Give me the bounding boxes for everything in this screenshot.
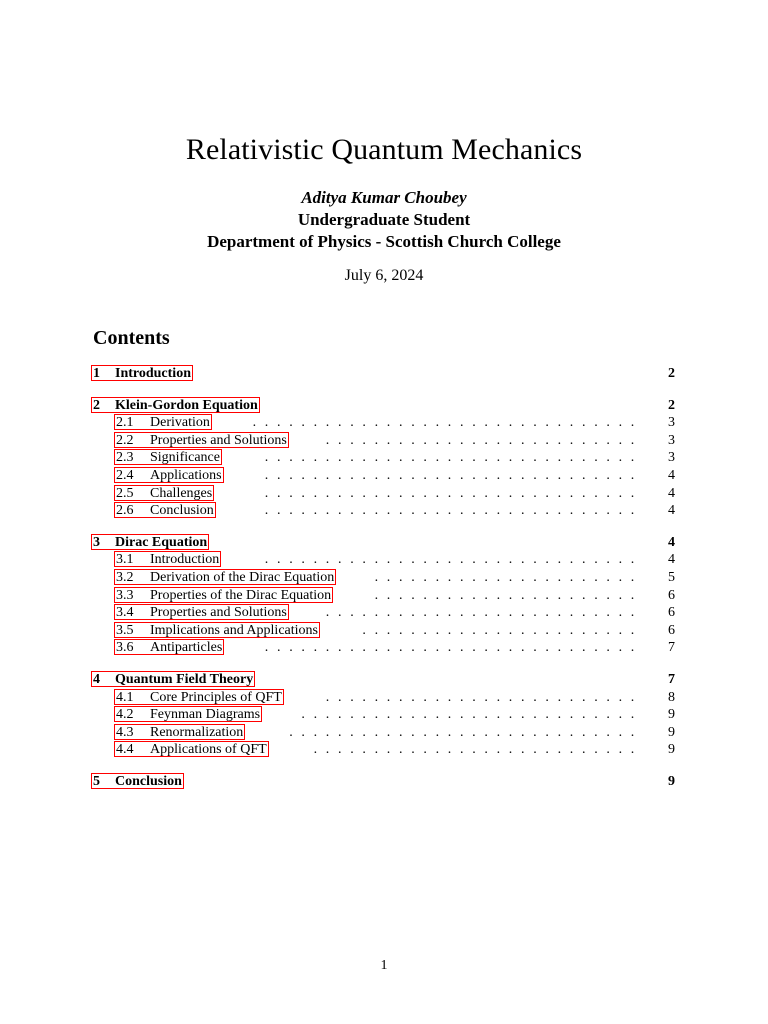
document-date: July 6, 2024 <box>344 267 424 284</box>
toc-subsection-page-number: 7 <box>668 640 675 656</box>
toc-subsection-row <box>91 502 677 519</box>
footer-page-number: 1 <box>380 958 388 973</box>
toc-section-title: Conclusion <box>115 774 182 789</box>
toc-subsection-page-number: 9 <box>668 742 675 758</box>
leader-dots: ...................... <box>374 570 643 585</box>
toc-subsection-title: Derivation <box>150 415 210 431</box>
toc-subsection-title: Challenges <box>150 485 213 501</box>
toc-subsection-row <box>91 551 677 568</box>
toc-subsection-page-number: 5 <box>668 570 675 585</box>
toc-subsection-row <box>91 706 677 723</box>
toc-subsection-title: Derivation of the Dirac Equation <box>150 570 335 585</box>
toc-subsection-link[interactable] <box>114 467 224 483</box>
toc-subsection-number: 3.4 <box>116 605 134 621</box>
toc-subsection-row <box>91 741 677 758</box>
toc-subsection-number: 3.5 <box>116 622 134 638</box>
toc-section-link[interactable] <box>91 671 255 687</box>
toc-section-page-number: 9 <box>668 774 675 789</box>
toc-subsection-row <box>91 467 677 484</box>
toc-subsection-title: Conclusion <box>150 503 214 519</box>
toc-subsection-page-number: 9 <box>668 724 675 740</box>
toc-subsection-link[interactable] <box>114 724 245 740</box>
toc-section-row <box>91 534 677 551</box>
toc-subsection-row <box>91 449 677 466</box>
toc-subsection-page-number: 3 <box>668 415 675 431</box>
toc-section-page-number: 2 <box>668 366 675 381</box>
toc-subsection-title: Properties of the Dirac Equation <box>150 587 332 603</box>
leader-dots: ........................... <box>313 742 643 758</box>
toc-subsection-number: 2.2 <box>116 432 134 448</box>
toc-subsection-link[interactable] <box>114 639 224 655</box>
toc-subsection-link[interactable] <box>114 414 212 430</box>
leader-dots: ............................... <box>264 552 643 568</box>
toc-subsection-page-number: 8 <box>668 689 675 705</box>
toc-subsection-number: 2.4 <box>116 468 134 483</box>
toc-section-number: 2 <box>93 397 100 413</box>
leader-dots: .......................... <box>325 432 643 448</box>
toc-subsection-page-number: 6 <box>668 622 675 638</box>
toc-subsection-title: Renormalization <box>150 724 244 740</box>
toc-subsection-number: 2.3 <box>116 450 134 466</box>
author-name: Aditya Kumar Choubey <box>301 188 467 207</box>
toc-subsection-link[interactable] <box>114 449 222 465</box>
toc-subsection-link[interactable] <box>114 622 320 638</box>
toc-section-page-number: 2 <box>668 397 675 413</box>
contents-heading: Contents <box>93 327 170 349</box>
toc-subsection-link[interactable] <box>114 706 262 722</box>
toc-section-title: Quantum Field Theory <box>115 672 254 687</box>
toc-subsection-row <box>91 639 677 656</box>
leader-dots: ...................... <box>374 587 643 603</box>
toc-subsection-row <box>91 587 677 604</box>
leader-dots: ............................... <box>264 503 643 519</box>
toc-subsection-link[interactable] <box>114 485 214 501</box>
toc-subsection-number: 4.2 <box>116 707 134 723</box>
toc-subsection-link[interactable] <box>114 741 269 757</box>
toc-subsection-title: Feynman Diagrams <box>150 707 261 723</box>
toc-section-number: 5 <box>93 774 100 789</box>
toc-section-title: Introduction <box>115 366 191 381</box>
toc-section-title: Klein-Gordon Equation <box>115 397 258 413</box>
toc-section-link[interactable] <box>91 534 209 550</box>
toc-subsection-row <box>91 604 677 621</box>
toc-section-row <box>91 365 677 382</box>
author-department: Department of Physics - Scottish Church College <box>207 232 561 251</box>
toc-subsection-number: 2.5 <box>116 485 134 501</box>
toc-subsection-page-number: 9 <box>668 707 675 723</box>
toc-subsection-link[interactable] <box>114 587 333 603</box>
toc-subsection-number: 4.4 <box>116 742 134 758</box>
toc-subsection-title: Applications of QFT <box>150 742 267 758</box>
table-of-contents <box>91 0 677 1024</box>
toc-subsection-link[interactable] <box>114 551 221 567</box>
toc-subsection-number: 3.1 <box>116 552 134 568</box>
toc-subsection-page-number: 4 <box>668 485 675 501</box>
document-title: Relativistic Quantum Mechanics <box>185 133 583 166</box>
toc-section-number: 4 <box>93 672 100 687</box>
toc-subsection-title: Implications and Applications <box>150 622 318 638</box>
toc-subsection-page-number: 3 <box>668 450 675 466</box>
toc-subsection-page-number: 4 <box>668 468 675 483</box>
leader-dots: ....................... <box>362 622 643 638</box>
toc-subsection-title: Antiparticles <box>150 640 223 656</box>
toc-section-page-number: 4 <box>668 534 675 550</box>
leader-dots: ............................ <box>301 707 643 723</box>
toc-subsection-row <box>91 724 677 741</box>
leader-dots: ............................... <box>264 640 643 656</box>
toc-subsection-row <box>91 569 677 586</box>
toc-section-row <box>91 671 677 688</box>
toc-section-link[interactable] <box>91 397 260 413</box>
toc-subsection-page-number: 6 <box>668 587 675 603</box>
toc-subsection-number: 2.1 <box>116 415 134 431</box>
toc-subsection-row <box>91 485 677 502</box>
toc-subsection-number: 3.3 <box>116 587 134 603</box>
toc-subsection-row <box>91 432 677 449</box>
toc-subsection-title: Introduction <box>150 552 220 568</box>
toc-section-row <box>91 773 677 790</box>
toc-subsection-page-number: 6 <box>668 605 675 621</box>
toc-subsection-title: Properties and Solutions <box>150 432 287 448</box>
toc-section-title: Dirac Equation <box>115 534 208 550</box>
toc-subsection-link[interactable] <box>114 569 336 585</box>
toc-section-page-number: 7 <box>668 672 675 687</box>
leader-dots: ............................... <box>264 450 643 466</box>
toc-subsection-row <box>91 689 677 706</box>
toc-subsection-number: 3.2 <box>116 570 134 585</box>
toc-section-link[interactable] <box>91 365 193 381</box>
toc-subsection-page-number: 4 <box>668 552 675 568</box>
toc-subsection-number: 4.1 <box>116 689 134 705</box>
leader-dots: .......................... <box>325 689 643 705</box>
toc-subsection-row <box>91 622 677 639</box>
toc-subsection-row <box>91 414 677 431</box>
toc-subsection-link[interactable] <box>114 432 289 448</box>
toc-subsection-title: Core Principles of QFT <box>150 689 282 705</box>
toc-subsection-title: Applications <box>150 468 222 483</box>
toc-subsection-page-number: 4 <box>668 503 675 519</box>
toc-section-number: 1 <box>93 366 100 381</box>
leader-dots: ............................. <box>289 724 643 740</box>
toc-section-number: 3 <box>93 534 100 550</box>
leader-dots: ............................... <box>264 485 643 501</box>
toc-subsection-page-number: 3 <box>668 432 675 448</box>
toc-subsection-number: 4.3 <box>116 724 134 740</box>
toc-subsection-number: 2.6 <box>116 503 134 519</box>
toc-subsection-link[interactable] <box>114 604 289 620</box>
toc-section-link[interactable] <box>91 773 184 789</box>
toc-subsection-title: Properties and Solutions <box>150 605 287 621</box>
toc-subsection-title: Significance <box>150 450 220 466</box>
toc-subsection-link[interactable] <box>114 502 216 518</box>
toc-section-row <box>91 397 677 414</box>
toc-subsection-link[interactable] <box>114 689 284 705</box>
author-role: Undergraduate Student <box>297 210 471 229</box>
leader-dots: .......................... <box>325 605 643 621</box>
toc-subsection-number: 3.6 <box>116 640 134 656</box>
leader-dots: ................................ <box>252 415 643 431</box>
leader-dots: ............................... <box>264 468 643 483</box>
